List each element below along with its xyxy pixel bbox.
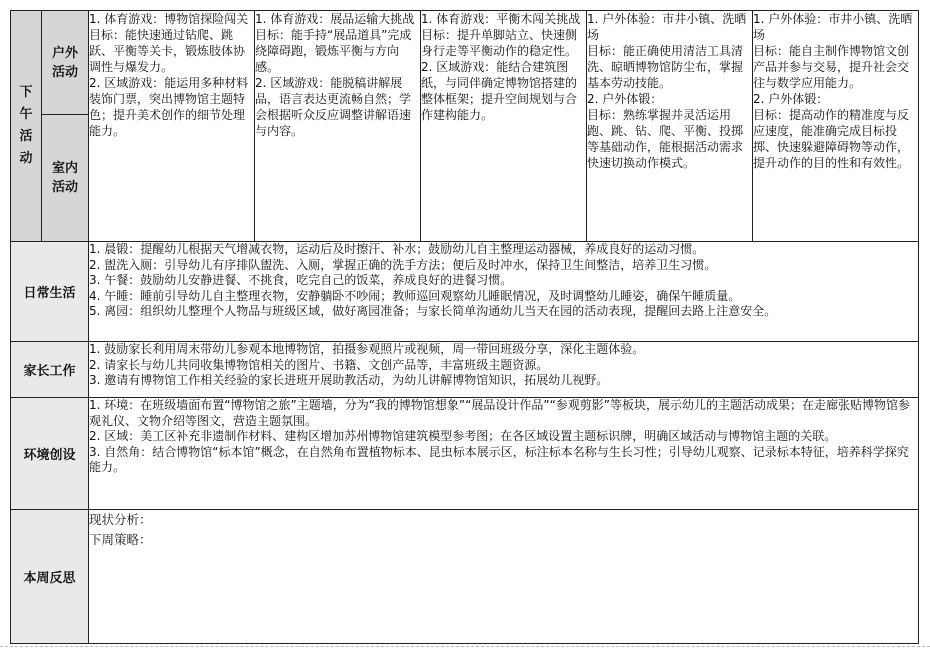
daily-life-label: 日常生活	[11, 242, 89, 342]
daily-life-content	[89, 242, 919, 342]
reflection-label: 本周反思	[11, 510, 89, 644]
day-2-line-2: 目标：能手持“展品道具”完成绕障碍跑，锻炼平衡与方向感。	[255, 28, 412, 74]
parents-item-3: 3. 邀请有博物馆工作相关经验的家长进班开展助教活动，为幼儿讲解博物馆知识，拓展幼儿视野。	[89, 373, 609, 387]
environment-item-2: 2. 区域：美工区补充非遗制作材料、建构区增加苏州博物馆建筑模型参考图；在各区域设置主题标识牌，明确区域活动与博物馆主题的关联。	[89, 429, 837, 443]
day-4-line-2: 目标：能正确使用清洁工具清洗、晾晒博物馆防尘布，掌握基本劳动技能。	[587, 44, 744, 90]
day-5-line-2: 目标：能自主制作博物馆文创产品并参与交易，提升社会交往与数学应用能力。	[753, 44, 910, 90]
day-5-line-1: 1. 户外体验：市井小镇、洗晒场	[753, 12, 913, 42]
daily-life-item-1: 1. 晨锻：提醒幼儿根据天气增减衣物，运动后及时擦汗、补水；鼓励幼儿自主整理运动器械，养成良好的运动习惯。	[89, 242, 705, 256]
day-5-line-3: 2. 户外体锻：	[753, 92, 829, 106]
afternoon-label-cell	[11, 11, 42, 242]
daily-life-item-4: 4. 午睡：睡前引导幼儿自主整理衣物，安静躺卧不吵闹；教师巡回观察幼儿睡眠情况，及时调整幼儿睡姿，确保午睡质量。	[89, 288, 741, 303]
outdoor-label: 户外活动	[51, 45, 78, 80]
parents-item-1: 1. 鼓励家长利用周末带幼儿参观本地博物馆，拍摄参观照片或视频，周一带回班级分享，深化主题体验。	[89, 342, 645, 356]
daily-life-item-2: 2. 盥洗入厕：引导幼儿有序排队盥洗、入厕，掌握正确的洗手方法；便后及时冲水，保持卫生间整洁，培养卫生习惯。	[89, 257, 717, 272]
day-3-line-3: 2. 区域游戏：能结合建筑图纸，与同伴确定博物馆搭建的整体框架；提升空间规划与合作建构能力。	[421, 60, 578, 122]
day-cell-2	[255, 11, 421, 242]
day-1-line-2: 目标：能快速通过钻爬、跳跃、平衡等关卡，锻炼肢体协调性与爆发力。	[89, 28, 246, 74]
day-cell-5	[753, 11, 919, 242]
environment-content	[89, 398, 919, 510]
environment-row	[11, 398, 919, 510]
reflection-analysis-label: 现状分析：	[89, 512, 152, 527]
daily-life-item-3: 3. 午餐：鼓励幼儿安静进餐、不挑食，吃完自己的饭菜，养成良好的进餐习惯。	[89, 273, 513, 287]
outdoor-label-cell	[42, 11, 89, 115]
parents-row	[11, 342, 919, 398]
environment-label: 环境创设	[11, 398, 89, 510]
day-4-line-3: 2. 户外体锻：	[587, 92, 663, 106]
day-cell-4	[587, 11, 753, 242]
day-1-line-1: 1. 体育游戏：博物馆探险闯关	[89, 12, 249, 26]
weekly-plan-table	[10, 10, 919, 644]
reflection-row	[11, 510, 919, 644]
reflection-strategy-label: 下周策略：	[89, 532, 152, 547]
environment-item-3: 3. 自然角：结合博物馆“标本馆”概念，在自然角布置植物标本、昆虫标本展示区，标注标本名称与生长习性；引导幼儿观察、记录标本特征，培养科学探究能力。	[89, 444, 909, 474]
day-cell-3	[421, 11, 587, 242]
day-4-line-4: 目标：熟练掌握并灵活运用跑、跳、钻、爬、平衡、投掷等基础动作，能根据活动需求快速切换动作模式。	[587, 108, 744, 170]
day-2-line-1: 1. 体育游戏：展品运输大挑战	[255, 12, 415, 26]
day-3-line-2: 目标：提升单脚站立、快速侧身行走等平衡动作的稳定性。	[421, 28, 578, 58]
weekly-plan-sheet	[10, 10, 918, 644]
parents-item-2: 2. 请家长与幼儿共同收集博物馆相关的图片、书籍、文创产品等，丰富班级主题资源。	[89, 357, 549, 372]
day-2-line-3: 2. 区域游戏：能脱稿讲解展品，语言表达更流畅自然；学会根据听众反应调整讲解语速与内容。	[255, 76, 412, 138]
day-1-line-3: 2. 区域游戏：能运用多种材料装饰门票，突出博物馆主题特色；提升美术创作的细节处理能力。	[89, 76, 249, 138]
indoor-label: 室内活动	[51, 161, 78, 195]
reflection-content	[89, 510, 919, 644]
afternoon-label: 下午活动	[19, 85, 33, 166]
day-3-line-1: 1. 体育游戏：平衡木闯关挑战	[421, 12, 581, 26]
day-5-line-4: 目标：提高动作的精准度与反应速度，能准确完成目标投掷、快速躲避障碍物等动作，提升动作的目的性和有效性。	[753, 108, 910, 170]
day-cell-1	[89, 11, 255, 242]
environment-item-1: 1. 环境：在班级墙面布置“博物馆之旅”主题墙，分为“我的博物馆想象”“展品设计作品”“参观剪影”等板块，展示幼儿的主题活动成果；在走廊张贴博物馆参观礼仪、文物介绍等图文，营造主题氛围。	[89, 398, 911, 428]
day-4-line-1: 1. 户外体验：市井小镇、洗晒场	[587, 12, 747, 42]
daily-life-row	[11, 242, 919, 342]
afternoon-outdoor-row	[11, 11, 919, 115]
parents-label: 家长工作	[11, 342, 89, 398]
daily-life-item-5: 5. 离园：组织幼儿整理个人物品与班级区域，做好离园准备；与家长简单沟通幼儿当天在园的活动表现，提醒回去路上注意安全。	[89, 304, 777, 318]
indoor-label-cell	[42, 115, 89, 242]
parents-content	[89, 342, 919, 398]
